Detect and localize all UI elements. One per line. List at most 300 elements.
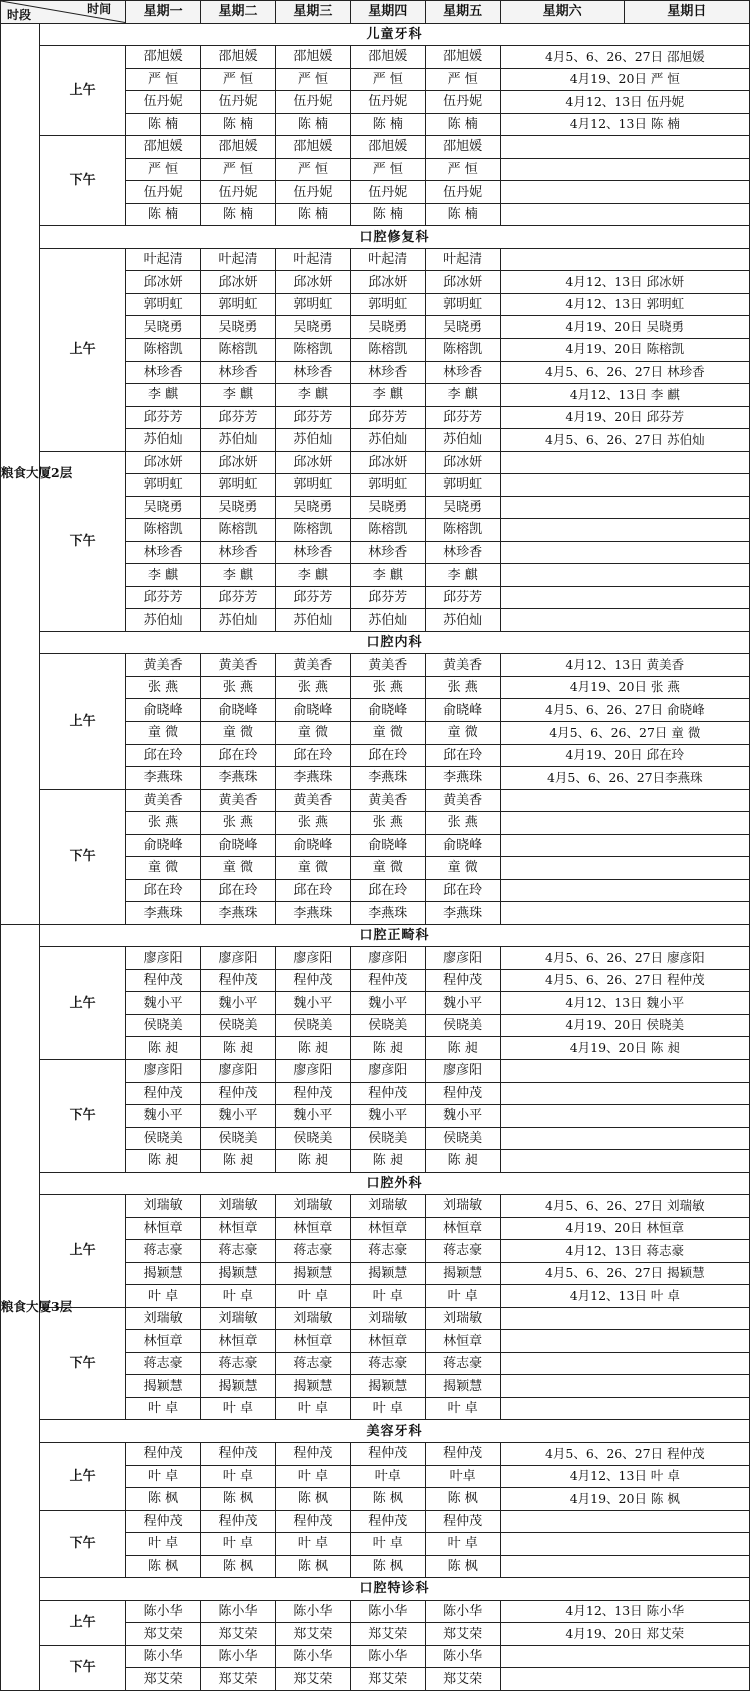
doctor-cell: 林珍香 (275, 541, 350, 564)
doctor-cell: 程仲茂 (126, 969, 201, 992)
doctor-cell: 陈榕凯 (350, 519, 425, 542)
doctor-cell: 陈 枫 (126, 1488, 201, 1511)
doctor-cell: 郑艾荣 (126, 1668, 201, 1691)
doctor-cell: 吴晓勇 (350, 496, 425, 519)
doctor-cell: 李 麒 (201, 564, 276, 587)
department-title: 口腔修复科 (39, 226, 749, 249)
doctor-cell: 刘瑞敏 (201, 1307, 276, 1330)
day-header-mon: 星期一 (126, 1, 201, 24)
doctor-cell: 叶 卓 (350, 1533, 425, 1556)
weekend-schedule-cell: 4月5、6、26、27日 揭颖慧 (500, 1262, 749, 1285)
table-row (1, 1195, 750, 1218)
doctor-cell: 邱在玲 (201, 744, 276, 767)
doctor-cell: 张 燕 (275, 812, 350, 835)
doctor-cell: 侯晓美 (275, 1014, 350, 1037)
period-afternoon-label: 下午 (39, 789, 125, 924)
doctor-cell: 林珍香 (201, 361, 276, 384)
doctor-cell: 林恒章 (126, 1330, 201, 1353)
weekend-schedule-cell (500, 496, 749, 519)
doctor-cell: 侯晓美 (201, 1127, 276, 1150)
doctor-cell: 陈 枫 (425, 1555, 500, 1578)
doctor-cell: 邱冰妍 (275, 271, 350, 294)
doctor-cell: 张 燕 (126, 676, 201, 699)
weekend-schedule-cell (500, 181, 749, 204)
doctor-cell: 刘瑞敏 (425, 1195, 500, 1218)
doctor-cell: 叶卓 (425, 1465, 500, 1488)
doctor-cell: 邱芬芳 (201, 586, 276, 609)
doctor-cell: 吴晓勇 (126, 316, 201, 339)
doctor-cell: 伍丹妮 (275, 181, 350, 204)
doctor-cell: 程仲茂 (275, 1443, 350, 1466)
table-row (1, 1307, 750, 1330)
doctor-cell: 林珍香 (275, 361, 350, 384)
doctor-cell: 郭明虹 (350, 293, 425, 316)
doctor-cell: 苏伯灿 (126, 429, 201, 452)
doctor-cell: 俞晓峰 (201, 834, 276, 857)
doctor-cell: 郭明虹 (201, 293, 276, 316)
table-row (1, 947, 750, 970)
doctor-cell: 侯晓美 (275, 1127, 350, 1150)
doctor-cell: 严 恒 (201, 68, 276, 91)
doctor-cell: 张 燕 (201, 676, 276, 699)
doctor-cell: 刘瑞敏 (126, 1195, 201, 1218)
weekend-schedule-cell: 4月12、13日 叶 卓 (500, 1285, 749, 1308)
doctor-cell: 邵旭媛 (275, 136, 350, 159)
department-row (1, 631, 750, 654)
doctor-cell: 李燕珠 (425, 767, 500, 790)
doctor-cell: 程仲茂 (275, 1082, 350, 1105)
doctor-cell: 陈小华 (425, 1645, 500, 1668)
doctor-cell: 廖彦阳 (126, 1059, 201, 1082)
doctor-cell: 叶 卓 (350, 1397, 425, 1420)
weekend-schedule-cell: 4月12、13日 陈 楠 (500, 113, 749, 136)
weekend-schedule-cell: 4月12、13日 陈小华 (500, 1600, 749, 1623)
doctor-cell: 魏小平 (201, 992, 276, 1015)
doctor-cell: 陈小华 (275, 1600, 350, 1623)
doctor-cell: 刘瑞敏 (201, 1195, 276, 1218)
doctor-cell: 吴晓勇 (126, 496, 201, 519)
doctor-cell: 童 微 (275, 857, 350, 880)
doctor-cell: 吴晓勇 (350, 316, 425, 339)
doctor-cell: 邵旭媛 (425, 46, 500, 69)
doctor-cell: 黄美香 (201, 789, 276, 812)
doctor-cell: 蒋志豪 (126, 1240, 201, 1263)
weekend-schedule-cell (500, 158, 749, 181)
doctor-cell: 陈 昶 (201, 1037, 276, 1060)
weekend-schedule-cell (500, 136, 749, 159)
doctor-cell: 邱芬芳 (126, 586, 201, 609)
doctor-cell: 刘瑞敏 (275, 1195, 350, 1218)
doctor-cell: 李 麒 (275, 384, 350, 407)
doctor-cell: 陈 楠 (201, 203, 276, 226)
doctor-cell: 伍丹妮 (201, 91, 276, 114)
period-afternoon-label: 下午 (39, 1645, 125, 1690)
doctor-cell: 邱芬芳 (425, 406, 500, 429)
doctor-cell: 陈榕凯 (425, 519, 500, 542)
doctor-cell: 叶 卓 (126, 1465, 201, 1488)
table-row (1, 1443, 750, 1466)
weekend-schedule-cell: 4月12、13日 郭明虹 (500, 293, 749, 316)
weekend-schedule-cell (500, 203, 749, 226)
doctor-cell: 邵旭媛 (126, 136, 201, 159)
doctor-cell: 严 恒 (350, 158, 425, 181)
doctor-cell: 叶起清 (350, 248, 425, 271)
doctor-cell: 苏伯灿 (126, 609, 201, 632)
doctor-cell: 侯晓美 (350, 1127, 425, 1150)
weekend-schedule-cell: 4月5、6、26、27日 俞晓峰 (500, 699, 749, 722)
doctor-cell: 郑艾荣 (275, 1668, 350, 1691)
doctor-cell: 张 燕 (350, 812, 425, 835)
department-row (1, 1420, 750, 1443)
department-title: 口腔外科 (39, 1172, 749, 1195)
doctor-cell: 叶 卓 (201, 1397, 276, 1420)
doctor-cell: 郑艾荣 (201, 1623, 276, 1646)
doctor-cell: 邱芬芳 (126, 406, 201, 429)
doctor-cell: 苏伯灿 (425, 429, 500, 452)
doctor-cell: 李 麒 (350, 384, 425, 407)
doctor-cell: 黄美香 (126, 654, 201, 677)
weekend-schedule-cell (500, 1307, 749, 1330)
doctor-cell: 郑艾荣 (350, 1668, 425, 1691)
doctor-cell: 邵旭媛 (275, 46, 350, 69)
weekend-schedule-cell: 4月19、20日 严 恒 (500, 68, 749, 91)
doctor-cell: 揭颖慧 (275, 1375, 350, 1398)
doctor-cell: 邱在玲 (425, 744, 500, 767)
doctor-cell: 魏小平 (126, 992, 201, 1015)
doctor-cell: 程仲茂 (201, 969, 276, 992)
doctor-cell: 李 麒 (275, 564, 350, 587)
doctor-cell: 魏小平 (425, 992, 500, 1015)
doctor-cell: 邱在玲 (126, 879, 201, 902)
header-row (1, 1, 750, 24)
doctor-cell: 林珍香 (350, 541, 425, 564)
corner-header (1, 1, 126, 24)
doctor-cell: 伍丹妮 (201, 181, 276, 204)
doctor-cell: 程仲茂 (126, 1443, 201, 1466)
doctor-cell: 邱芬芳 (350, 406, 425, 429)
doctor-cell: 严 恒 (275, 68, 350, 91)
doctor-cell: 郭明虹 (425, 293, 500, 316)
doctor-cell: 黄美香 (425, 654, 500, 677)
weekend-schedule-cell (500, 1150, 749, 1173)
day-header-tue: 星期二 (201, 1, 276, 24)
doctor-cell: 程仲茂 (201, 1510, 276, 1533)
doctor-cell: 魏小平 (425, 1105, 500, 1128)
doctor-cell: 李燕珠 (201, 767, 276, 790)
doctor-cell: 叶 卓 (275, 1533, 350, 1556)
doctor-cell: 李燕珠 (201, 902, 276, 925)
doctor-cell: 侯晓美 (201, 1014, 276, 1037)
doctor-cell: 叶 卓 (201, 1285, 276, 1308)
doctor-cell: 俞晓峰 (126, 834, 201, 857)
doctor-cell: 林恒章 (275, 1217, 350, 1240)
doctor-cell: 吴晓勇 (275, 316, 350, 339)
doctor-cell: 邱芬芳 (275, 586, 350, 609)
doctor-cell: 陈 楠 (201, 113, 276, 136)
doctor-cell: 邵旭媛 (350, 46, 425, 69)
doctor-cell: 黄美香 (350, 654, 425, 677)
doctor-cell: 林珍香 (126, 541, 201, 564)
doctor-cell: 邱芬芳 (201, 406, 276, 429)
doctor-cell: 吴晓勇 (275, 496, 350, 519)
weekend-schedule-cell: 4月5、6、26、27日 苏伯灿 (500, 429, 749, 452)
doctor-cell: 叶起清 (275, 248, 350, 271)
weekend-schedule-cell: 4月19、20日 邱在玲 (500, 744, 749, 767)
doctor-cell: 李燕珠 (126, 902, 201, 925)
doctor-cell: 邵旭媛 (126, 46, 201, 69)
day-header-sat: 星期六 (500, 1, 624, 24)
doctor-cell: 童 微 (201, 857, 276, 880)
doctor-cell: 廖彦阳 (350, 947, 425, 970)
doctor-cell: 陈 昶 (201, 1150, 276, 1173)
doctor-cell: 叶 卓 (425, 1285, 500, 1308)
doctor-cell: 林珍香 (350, 361, 425, 384)
doctor-cell: 侯晓美 (126, 1014, 201, 1037)
doctor-cell: 严 恒 (275, 158, 350, 181)
doctor-cell: 陈榕凯 (275, 338, 350, 361)
doctor-cell: 程仲茂 (425, 1510, 500, 1533)
doctor-cell: 陈 昶 (126, 1037, 201, 1060)
weekend-schedule-cell: 4月19、20日 陈榕凯 (500, 338, 749, 361)
doctor-cell: 俞晓峰 (350, 834, 425, 857)
doctor-cell: 郑艾荣 (201, 1668, 276, 1691)
table-row (1, 248, 750, 271)
doctor-cell: 侯晓美 (425, 1127, 500, 1150)
doctor-cell: 吴晓勇 (201, 496, 276, 519)
doctor-cell: 叶 卓 (425, 1533, 500, 1556)
weekend-schedule-cell (500, 879, 749, 902)
doctor-cell: 蒋志豪 (201, 1352, 276, 1375)
doctor-cell: 李 麒 (350, 564, 425, 587)
weekend-schedule-cell: 4月12、13日 邱冰妍 (500, 271, 749, 294)
doctor-cell: 程仲茂 (126, 1082, 201, 1105)
doctor-cell: 程仲茂 (425, 1082, 500, 1105)
doctor-cell: 邱在玲 (350, 744, 425, 767)
doctor-cell: 张 燕 (275, 676, 350, 699)
doctor-cell: 苏伯灿 (350, 609, 425, 632)
doctor-cell: 廖彦阳 (201, 947, 276, 970)
doctor-cell: 邱冰妍 (126, 271, 201, 294)
doctor-cell: 叶 卓 (275, 1465, 350, 1488)
weekend-schedule-cell (500, 812, 749, 835)
doctor-cell: 李燕珠 (350, 767, 425, 790)
doctor-cell: 陈 枫 (275, 1555, 350, 1578)
doctor-cell: 吴晓勇 (425, 496, 500, 519)
doctor-cell: 俞晓峰 (126, 699, 201, 722)
table-row (1, 789, 750, 812)
doctor-cell: 郭明虹 (275, 293, 350, 316)
weekend-schedule-cell: 4月5、6、26、27日 程仲茂 (500, 1443, 749, 1466)
weekend-schedule-cell: 4月19、20日 郑艾荣 (500, 1623, 749, 1646)
doctor-cell: 俞晓峰 (275, 699, 350, 722)
doctor-cell: 程仲茂 (275, 1510, 350, 1533)
doctor-cell: 程仲茂 (126, 1510, 201, 1533)
weekend-schedule-cell: 4月12、13日 蒋志豪 (500, 1240, 749, 1263)
doctor-cell: 陈 楠 (425, 113, 500, 136)
doctor-cell: 陈榕凯 (425, 338, 500, 361)
doctor-cell: 林恒章 (201, 1217, 276, 1240)
doctor-cell: 廖彦阳 (275, 947, 350, 970)
doctor-cell: 叶 卓 (126, 1533, 201, 1556)
doctor-cell: 叶 卓 (201, 1465, 276, 1488)
department-title: 美容牙科 (39, 1420, 749, 1443)
weekend-schedule-cell (500, 564, 749, 587)
doctor-cell: 陈榕凯 (126, 338, 201, 361)
table-row (1, 1600, 750, 1623)
doctor-cell: 林恒章 (126, 1217, 201, 1240)
doctor-cell: 陈 昶 (425, 1150, 500, 1173)
doctor-cell: 邱冰妍 (126, 451, 201, 474)
doctor-cell: 陈 昶 (126, 1150, 201, 1173)
doctor-cell: 黄美香 (126, 789, 201, 812)
doctor-cell: 郭明虹 (275, 474, 350, 497)
doctor-cell: 林恒章 (425, 1217, 500, 1240)
doctor-cell: 伍丹妮 (275, 91, 350, 114)
weekend-schedule-cell (500, 1082, 749, 1105)
doctor-cell: 李燕珠 (126, 767, 201, 790)
doctor-cell: 叶 卓 (126, 1285, 201, 1308)
doctor-cell: 叶起清 (201, 248, 276, 271)
period-afternoon-label: 下午 (39, 451, 125, 631)
weekend-schedule-cell (500, 451, 749, 474)
doctor-cell: 严 恒 (201, 158, 276, 181)
doctor-cell: 张 燕 (425, 676, 500, 699)
doctor-cell: 郑艾荣 (350, 1623, 425, 1646)
period-morning-label: 上午 (39, 654, 125, 789)
doctor-cell: 陈 楠 (275, 113, 350, 136)
doctor-cell: 伍丹妮 (425, 181, 500, 204)
doctor-cell: 郭明虹 (201, 474, 276, 497)
doctor-cell: 邱芬芳 (425, 586, 500, 609)
doctor-cell: 伍丹妮 (350, 181, 425, 204)
doctor-cell: 叶 卓 (275, 1397, 350, 1420)
doctor-cell: 侯晓美 (126, 1127, 201, 1150)
doctor-cell: 童 微 (350, 722, 425, 745)
weekend-schedule-cell (500, 857, 749, 880)
weekend-schedule-cell (500, 1533, 749, 1556)
floor-label: 粮食大厦3层 (1, 924, 40, 1690)
doctor-cell: 叶起清 (126, 248, 201, 271)
doctor-cell: 黄美香 (201, 654, 276, 677)
doctor-cell: 廖彦阳 (425, 947, 500, 970)
doctor-cell: 吴晓勇 (201, 316, 276, 339)
doctor-cell: 魏小平 (126, 1105, 201, 1128)
weekend-schedule-cell (500, 541, 749, 564)
weekend-schedule-cell (500, 1645, 749, 1668)
doctor-cell: 林珍香 (425, 361, 500, 384)
weekend-schedule-cell: 4月12、13日 伍丹妮 (500, 91, 749, 114)
weekend-schedule-cell (500, 1668, 749, 1691)
doctor-cell: 侯晓美 (350, 1014, 425, 1037)
doctor-cell: 童 微 (126, 722, 201, 745)
doctor-cell: 俞晓峰 (275, 834, 350, 857)
weekend-schedule-cell: 4月5、6、26、27日李燕珠 (500, 767, 749, 790)
day-header-wed: 星期三 (275, 1, 350, 24)
doctor-cell: 程仲茂 (425, 1443, 500, 1466)
doctor-cell: 魏小平 (201, 1105, 276, 1128)
doctor-cell: 邱在玲 (275, 744, 350, 767)
doctor-cell: 陈 枫 (350, 1555, 425, 1578)
doctor-cell: 陈 枫 (350, 1488, 425, 1511)
table-row (1, 1645, 750, 1668)
weekend-schedule-cell (500, 834, 749, 857)
table-row (1, 46, 750, 69)
doctor-cell: 刘瑞敏 (275, 1307, 350, 1330)
doctor-cell: 邱冰妍 (425, 451, 500, 474)
doctor-cell: 陈小华 (275, 1645, 350, 1668)
doctor-cell: 蒋志豪 (425, 1240, 500, 1263)
doctor-cell: 苏伯灿 (425, 609, 500, 632)
doctor-cell: 童 微 (350, 857, 425, 880)
weekend-schedule-cell (500, 1397, 749, 1420)
doctor-cell: 陈 枫 (275, 1488, 350, 1511)
doctor-cell: 陈 昶 (275, 1037, 350, 1060)
doctor-cell: 蒋志豪 (126, 1352, 201, 1375)
weekend-schedule-cell: 4月12、13日 魏小平 (500, 992, 749, 1015)
doctor-cell: 邱冰妍 (425, 271, 500, 294)
day-header-fri: 星期五 (425, 1, 500, 24)
doctor-cell: 刘瑞敏 (126, 1307, 201, 1330)
doctor-cell: 程仲茂 (425, 969, 500, 992)
doctor-cell: 叶卓 (350, 1465, 425, 1488)
doctor-cell: 李燕珠 (425, 902, 500, 925)
doctor-cell: 蒋志豪 (350, 1240, 425, 1263)
doctor-cell: 揭颖慧 (201, 1375, 276, 1398)
doctor-cell: 陈 枫 (201, 1488, 276, 1511)
doctor-cell: 陈榕凯 (275, 519, 350, 542)
doctor-cell: 陈榕凯 (201, 519, 276, 542)
weekend-schedule-cell: 4月5、6、26、27日 童 微 (500, 722, 749, 745)
doctor-cell: 揭颖慧 (425, 1375, 500, 1398)
table-row (1, 1510, 750, 1533)
doctor-cell: 邱在玲 (126, 744, 201, 767)
doctor-cell: 廖彦阳 (350, 1059, 425, 1082)
doctor-cell: 刘瑞敏 (350, 1195, 425, 1218)
doctor-cell: 陈 楠 (126, 113, 201, 136)
doctor-cell: 李燕珠 (275, 767, 350, 790)
weekend-schedule-cell: 4月12、13日 黄美香 (500, 654, 749, 677)
doctor-cell: 吴晓勇 (425, 316, 500, 339)
doctor-cell: 严 恒 (126, 68, 201, 91)
weekend-schedule-cell (500, 519, 749, 542)
doctor-cell: 陈榕凯 (350, 338, 425, 361)
doctor-cell: 李燕珠 (275, 902, 350, 925)
doctor-cell: 叶起清 (425, 248, 500, 271)
doctor-cell: 张 燕 (350, 676, 425, 699)
doctor-cell: 伍丹妮 (425, 91, 500, 114)
weekend-schedule-cell: 4月19、20日 林恒章 (500, 1217, 749, 1240)
doctor-cell: 陈 昶 (350, 1150, 425, 1173)
doctor-cell: 廖彦阳 (275, 1059, 350, 1082)
doctor-cell: 邱在玲 (350, 879, 425, 902)
doctor-cell: 陈 楠 (275, 203, 350, 226)
weekend-schedule-cell (500, 248, 749, 271)
doctor-cell: 邵旭媛 (201, 136, 276, 159)
doctor-cell: 程仲茂 (275, 969, 350, 992)
table-row (1, 1059, 750, 1082)
doctor-cell: 郑艾荣 (275, 1623, 350, 1646)
doctor-cell: 蒋志豪 (425, 1352, 500, 1375)
doctor-cell: 郭明虹 (350, 474, 425, 497)
doctor-cell: 李 麒 (126, 384, 201, 407)
period-afternoon-label: 下午 (39, 1510, 125, 1578)
doctor-cell: 林恒章 (425, 1330, 500, 1353)
doctor-cell: 林珍香 (126, 361, 201, 384)
doctor-cell: 苏伯灿 (350, 429, 425, 452)
doctor-cell: 邱芬芳 (275, 406, 350, 429)
doctor-cell: 李 麒 (425, 384, 500, 407)
doctor-cell: 张 燕 (201, 812, 276, 835)
